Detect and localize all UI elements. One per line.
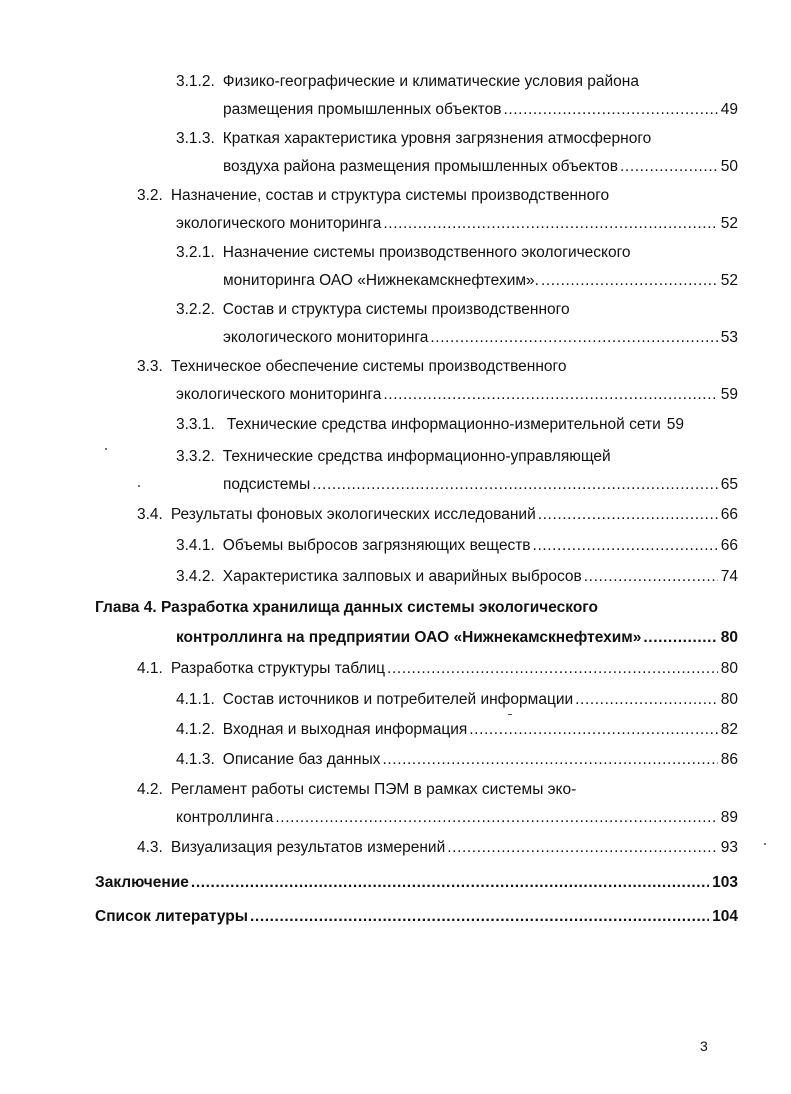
toc-title: Краткая характеристика уровня загрязнения атмосферного [222, 130, 652, 147]
toc-title-cont: экологического мониторинга [176, 215, 382, 232]
toc-number: 4.2. [137, 781, 163, 798]
toc-title: Назначение, состав и структура системы производственного [170, 187, 610, 204]
toc-title: Объемы выбросов загрязняющих веществ [222, 537, 531, 554]
toc-number: 4.1. [137, 660, 163, 677]
toc-entry-3-3-line2 [176, 385, 738, 405]
leader-dots [430, 328, 717, 348]
leader-dots [503, 100, 717, 120]
leader-dots [538, 505, 718, 525]
toc-title: Заключение [95, 874, 189, 891]
leader-dots [643, 628, 717, 648]
toc-title: Визуализация результатов измерений [170, 839, 446, 856]
toc-title-cont: контроллинга [176, 809, 274, 826]
leader-dots [382, 750, 717, 770]
leader-dots [447, 838, 717, 858]
page-number: 3 [700, 1038, 708, 1054]
toc-page-number: 53 [720, 329, 738, 346]
toc-page-number: 74 [720, 568, 738, 585]
toc-number: 3.1.2. [176, 73, 215, 90]
scan-speck [138, 485, 140, 487]
scan-speck [764, 843, 766, 845]
toc-title: Состав и структура системы производственного [222, 301, 570, 318]
toc-number: 4.1.3. [176, 751, 215, 768]
toc-page-number: 80 [720, 660, 738, 677]
toc-entry-3-1-3-line2 [223, 157, 738, 177]
toc-number: 3.4.1. [176, 537, 215, 554]
toc-title: Результаты фоновых экологических исследований [170, 506, 536, 523]
toc-entry-3-3-line1 [137, 357, 566, 377]
leader-dots [275, 808, 717, 828]
toc-title: Разработка структуры таблиц [170, 660, 386, 677]
toc-page-number: 65 [720, 476, 738, 493]
toc-page-number: 93 [720, 839, 738, 856]
toc-title: Входная и выходная информация [222, 721, 468, 738]
toc-title-cont: размещения промышленных объектов [223, 101, 502, 118]
toc-entry-4-2-line1 [137, 780, 576, 800]
toc-number: 3.4.2. [176, 568, 215, 585]
toc-page-number: 49 [720, 101, 738, 118]
toc-title-cont: экологического мониторинга [176, 386, 382, 403]
leader-dots [383, 214, 717, 234]
toc-number: 3.1.3. [176, 130, 215, 147]
toc-entry-3-4 [137, 505, 738, 525]
toc-entry-3-2-1-line2 [223, 271, 738, 291]
toc-entry-3-2-line1 [137, 186, 609, 206]
toc-number: 3.3.1. [176, 416, 215, 433]
toc-number: 3.3. [137, 358, 163, 375]
toc-page-number: 80 [720, 691, 738, 708]
toc-number: 3.2.1. [176, 244, 215, 261]
toc-title: Регламент работы системы ПЭМ в рамках системы эко- [170, 781, 577, 798]
toc-chapter-4-line1 [95, 598, 598, 618]
toc-page-number: 50 [720, 158, 738, 175]
leader-dots [191, 873, 709, 893]
toc-entry-3-3-2-line2 [223, 475, 738, 495]
toc-entry-4-1 [137, 659, 738, 679]
toc-entry-4-1-1 [176, 690, 738, 710]
toc-title: Состав источников и потребителей информации [222, 691, 574, 708]
toc-entry-4-1-2 [176, 720, 738, 740]
leader-dots [575, 690, 718, 710]
toc-entry-3-1-3-line1 [176, 129, 651, 149]
leader-dots [620, 157, 718, 177]
scan-speck [105, 448, 107, 450]
toc-page-number: 103 [712, 874, 738, 891]
toc-number: 4.1.1. [176, 691, 215, 708]
toc-entry-3-2-2-line1 [176, 300, 570, 320]
leader-dots [541, 271, 718, 291]
toc-page-number: 89 [720, 809, 738, 826]
leader-dots [469, 720, 717, 740]
toc-title: Описание баз данных [222, 751, 381, 768]
toc-title-cont: мониторинга ОАО «Нижнекамскнефтехим». [223, 272, 539, 289]
toc-title-cont: воздуха района размещения промышленных объектов [223, 158, 619, 175]
leader-dots [584, 567, 718, 587]
toc-number: 3.4. [137, 506, 163, 523]
toc-entry-4-2-line2 [176, 808, 738, 828]
toc-page-number: 104 [712, 908, 738, 925]
leader-dots [387, 659, 718, 679]
toc-entry-4-1-3 [176, 750, 738, 770]
toc-entry-3-1-2-line2 [223, 100, 738, 120]
leader-dots [533, 536, 718, 556]
toc-page-number: 59 [720, 386, 738, 403]
toc-page-number: 66 [720, 506, 738, 523]
toc-entry-3-3-1 [176, 415, 738, 435]
toc-page-number: 86 [720, 751, 738, 768]
scan-speck [508, 714, 512, 715]
toc-title-cont: подсистемы [223, 476, 311, 493]
toc-title-cont: контроллинга на предприятии ОАО «Нижнекамскнефтехим» [176, 629, 642, 646]
toc-entry-3-2-1-line1 [176, 243, 631, 263]
leader-dots [312, 475, 718, 495]
toc-entry-3-2-2-line2 [223, 328, 738, 348]
toc-number: 3.2. [137, 187, 163, 204]
toc-entry-3-1-2-line1 [176, 72, 639, 92]
toc-title: Характеристика залповых и аварийных выбросов [222, 568, 582, 585]
toc-entry-3-4-2 [176, 567, 738, 587]
toc-number: 4.1.2. [176, 721, 215, 738]
toc-page-number: 52 [720, 272, 738, 289]
toc-title: Назначение системы производственного экологического [222, 244, 631, 261]
toc-title: Глава 4. Разработка хранилища данных системы экологического [95, 599, 599, 616]
toc-number: 3.3.2. [176, 448, 215, 465]
toc-number: 3.2.2. [176, 301, 215, 318]
toc-title: Технические средства информационно-управляющей [222, 448, 611, 465]
toc-chapter-4-line2 [176, 628, 738, 648]
toc-page-number: 59 [666, 416, 684, 433]
toc-references [95, 907, 738, 927]
toc-page-number: 66 [720, 537, 738, 554]
toc-page-number: 82 [720, 721, 738, 738]
toc-entry-3-4-1 [176, 536, 738, 556]
toc-entry-3-3-2-line1 [176, 447, 611, 467]
toc-title: Техническое обеспечение системы производственного [170, 358, 567, 375]
toc-title: Технические средства информационно-измерительной сети [226, 416, 661, 433]
leader-dots [383, 385, 717, 405]
toc-title: Физико-географические и климатические условия района [222, 73, 639, 90]
toc-number: 4.3. [137, 839, 163, 856]
toc-entry-4-3 [137, 838, 738, 858]
toc-title-cont: экологического мониторинга [223, 329, 429, 346]
leader-dots [250, 907, 709, 927]
toc-title: Список литературы [95, 908, 249, 925]
toc-page-number: 52 [720, 215, 738, 232]
toc-page-number: 80 [720, 629, 738, 646]
toc-entry-3-2-line2 [176, 214, 738, 234]
toc-conclusion [95, 873, 738, 893]
